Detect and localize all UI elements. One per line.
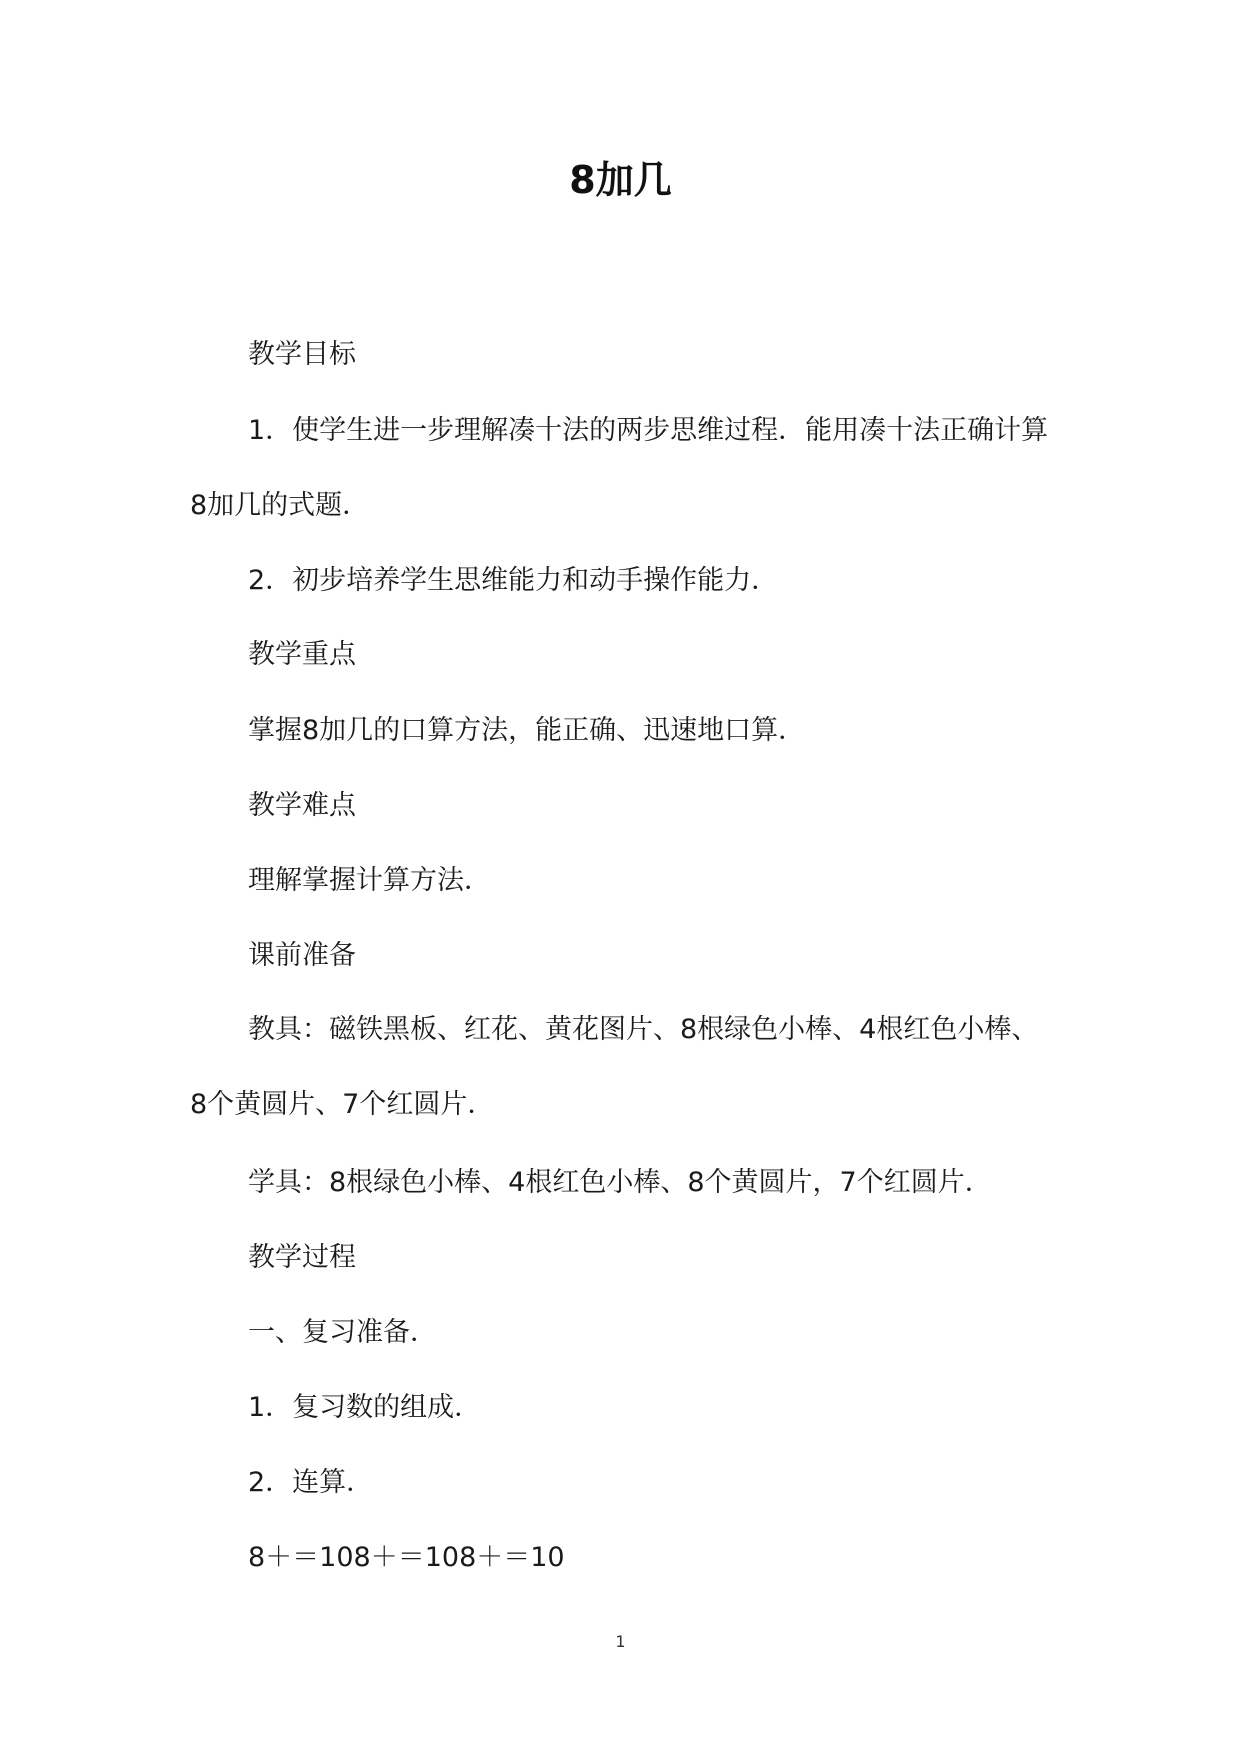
objective-item-1: 1．使学生进一步理解凑十法的两步思维过程．能用凑十法正确计算8加几的式题． <box>190 415 1049 521</box>
heading-teaching-process: 教学过程 <box>248 1242 356 1273</box>
heading-class-preparation: 课前准备 <box>248 940 356 971</box>
objective-item-2: 2．初步培养学生思维能力和动手操作能力． <box>248 565 779 596</box>
section-review-preparation: 一、复习准备． <box>248 1317 437 1348</box>
page-number: 1 <box>615 1632 626 1651</box>
document-title: 8加几 <box>569 158 672 202</box>
student-aids-text: 学具：8根绿色小棒、4根红色小棒、8个黄圆片，7个红圆片． <box>248 1167 992 1198</box>
heading-teaching-focus: 教学重点 <box>248 639 356 670</box>
heading-teaching-difficulty: 教学难点 <box>248 790 356 821</box>
calculation-line: 8＋＝108＋＝108＋＝10 <box>248 1542 565 1573</box>
teaching-aids-text: 教具：磁铁黑板、红花、黄花图片、8根绿色小棒、4根红色小棒、8个黄圆片、7个红圆片． <box>190 1014 1039 1120</box>
teaching-focus-text: 掌握8加几的口算方法，能正确、迅速地口算． <box>248 715 806 746</box>
teaching-difficulty-text: 理解掌握计算方法． <box>248 865 491 896</box>
review-item-2: 2．连算． <box>248 1467 374 1498</box>
heading-teaching-objectives: 教学目标 <box>248 339 356 370</box>
review-item-1: 1．复习数的组成． <box>248 1392 482 1423</box>
